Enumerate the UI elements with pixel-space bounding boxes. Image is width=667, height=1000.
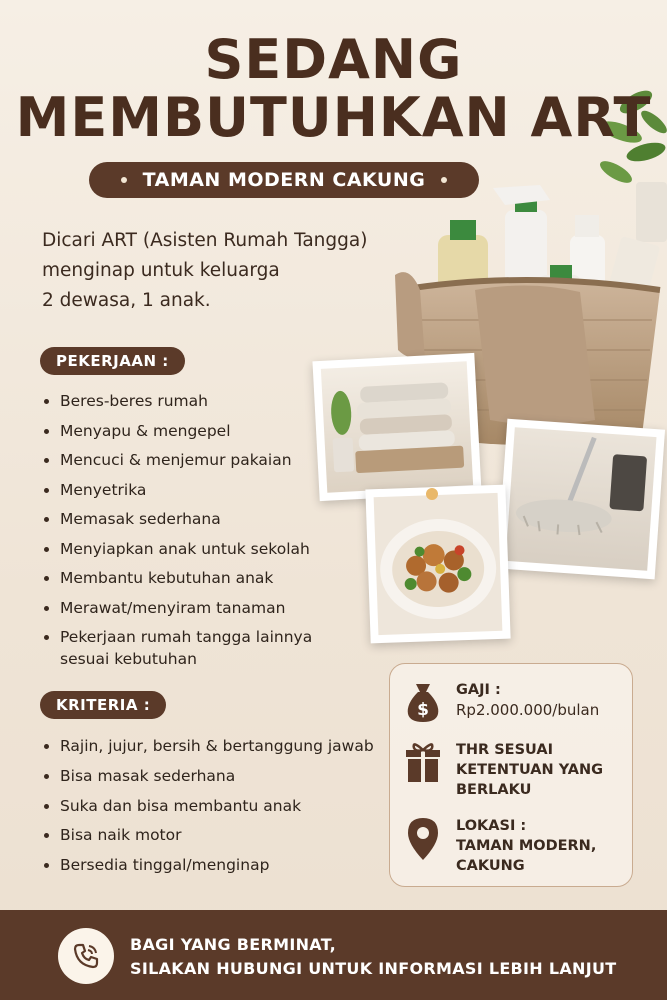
thr-line: THR SESUAI (456, 742, 553, 758)
jobs-list (44, 390, 374, 670)
list-item: Merawat/menyiram tanaman (44, 597, 374, 619)
thr-row (404, 740, 603, 800)
intro-text (42, 226, 402, 316)
money-bag-icon (404, 680, 442, 724)
phone-icon (58, 928, 114, 984)
mop-illustration (505, 427, 656, 571)
thr-line: BERLAKU (456, 782, 532, 798)
location-label: LOKASI : (456, 818, 527, 834)
list-item: Bisa masak sederhana (44, 765, 384, 787)
mop-photo (497, 419, 665, 580)
list-item: Membantu kebutuhan anak (44, 567, 374, 589)
list-item: Menyetrika (44, 479, 374, 501)
list-item: Menyiapkan anak untuk sekolah (44, 538, 374, 560)
footer-line: SILAKAN HUBUNGI UNTUK INFORMASI LEBIH LANJUT (130, 959, 617, 978)
food-photo (365, 485, 510, 644)
footer-text (130, 933, 616, 981)
location-pill-text: TAMAN MODERN CAKUNG (142, 169, 426, 191)
criteria-heading: KRITERIA : (40, 691, 166, 719)
gift-icon (404, 740, 442, 784)
intro-line: menginap untuk keluarga (42, 260, 280, 281)
location-pin-icon (404, 816, 442, 862)
food-illustration (374, 493, 503, 635)
list-item (44, 626, 374, 670)
list-item: Mencuci & menjemur pakaian (44, 449, 374, 471)
list-item: Bisa naik motor (44, 824, 384, 846)
intro-line: Dicari ART (Asisten Rumah Tangga) (42, 230, 368, 251)
svg-text:$: $ (417, 700, 429, 720)
list-item: Bersedia tinggal/menginap (44, 854, 384, 876)
footer-line: BAGI YANG BERMINAT, (130, 935, 337, 954)
criteria-list (44, 735, 384, 884)
list-item-line: sesuai kebutuhan (60, 650, 197, 668)
list-item-line: Pekerjaan rumah tangga lainnya (60, 628, 313, 646)
list-item: Suka dan bisa membantu anak (44, 795, 384, 817)
location-line: CAKUNG (456, 858, 525, 874)
salary-value: Rp2.000.000/bulan (456, 701, 600, 719)
salary-label: GAJI : (456, 682, 501, 698)
title-line-1: SEDANG (204, 28, 463, 91)
list-item: Rajin, jujur, bersih & bertanggung jawab (44, 735, 384, 757)
list-item: Menyapu & mengepel (44, 420, 374, 442)
location-row (404, 816, 596, 876)
footer-bar (0, 910, 667, 1000)
intro-line: 2 dewasa, 1 anak. (42, 290, 211, 311)
info-card (389, 663, 633, 887)
phone-glyph (71, 941, 101, 971)
jobs-heading: PEKERJAAN : (40, 347, 185, 375)
thr-line: KETENTUAN YANG (456, 762, 604, 778)
photo-pin (426, 488, 438, 500)
list-item: Memasak sederhana (44, 508, 374, 530)
title-line-2: MEMBUTUHKAN ART (15, 86, 652, 149)
location-line: TAMAN MODERN, (456, 838, 597, 854)
salary-row (404, 680, 599, 724)
bullet-dot (121, 177, 127, 183)
list-item: Beres-beres rumah (44, 390, 374, 412)
